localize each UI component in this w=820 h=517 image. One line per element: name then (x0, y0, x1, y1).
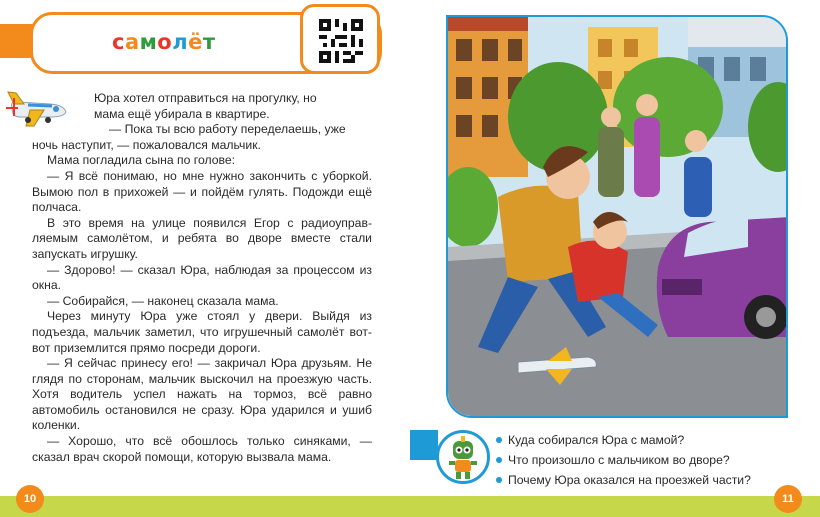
questions-accent-bar (410, 430, 438, 460)
story-paragraph: Мама погладила сына по голове: (47, 153, 235, 168)
title-letter: л (172, 30, 189, 54)
question-item: Что произошло с мальчиком во дворе? (496, 450, 796, 470)
title-letter: т (202, 30, 216, 54)
story-paragraph: — Пока ты всю работу переделаешь, уже (109, 122, 346, 137)
question-item: Куда собирался Юра с мамой? (496, 430, 796, 450)
story-illustration (446, 15, 788, 418)
story-paragraph: — Собирайся, — наконец сказала мама. (47, 293, 279, 308)
page-number-left: 10 (16, 485, 44, 513)
story-paragraph: Юра хотел отправиться на прогулку, но (94, 91, 317, 105)
title-letter: о (157, 30, 173, 54)
bottom-band (0, 496, 820, 517)
robot-mascot-icon (436, 430, 490, 484)
title-letter: а (124, 30, 140, 54)
story-paragraph: — Здорово! — сказал Юра, наблюдая за процессом из окна. (32, 262, 372, 293)
question-item: Почему Юра оказался на проезжей части? (496, 470, 796, 490)
title-letter: с (112, 30, 125, 54)
story-paragraph: Через минуту Юра уже стоял у двери. Выйдя из подъезда, мальчик заметил, что игрушечный самолёт вот-вот приземлится прямо посреди дороги. (32, 309, 372, 355)
title-letter: м (139, 30, 158, 54)
questions-list (496, 430, 796, 490)
story-paragraph: — Я сейчас принесу его! — закричал Юра друзьям. Не глядя по сторонам, мальчик выскочил на проезжую часть. Хотя водитель успел нажать на тормоз, всё равно автомобиль остановился не сразу. Юра ударился и ушиб коленки. (32, 356, 372, 433)
story-paragraph: — Я всё понимаю, но мне нужно закончить с уборкой. Вымою пол в прихожей — и пойдём гулять. Подожди ещё полчаса. (32, 168, 372, 215)
qr-code-icon (319, 19, 363, 63)
page-title (112, 30, 216, 54)
qr-code[interactable] (300, 4, 380, 74)
story-paragraph: мама ещё убирала в квартире. (94, 106, 270, 121)
page-number-right: 11 (774, 485, 802, 513)
story-text (32, 91, 372, 465)
title-letter: ё (188, 30, 203, 54)
story-paragraph: ночь наступит, — пожаловался мальчик. (32, 137, 261, 152)
story-paragraph: В это время на улице появился Егор с радиоуправляемым самолётом, и ребята во дворе вместе стали запускать игрушку. (32, 215, 372, 261)
story-paragraph: — Хорошо, что всё обошлось только синяками, — сказал врач скорой помощи, которую вызвала мама. (32, 434, 372, 464)
